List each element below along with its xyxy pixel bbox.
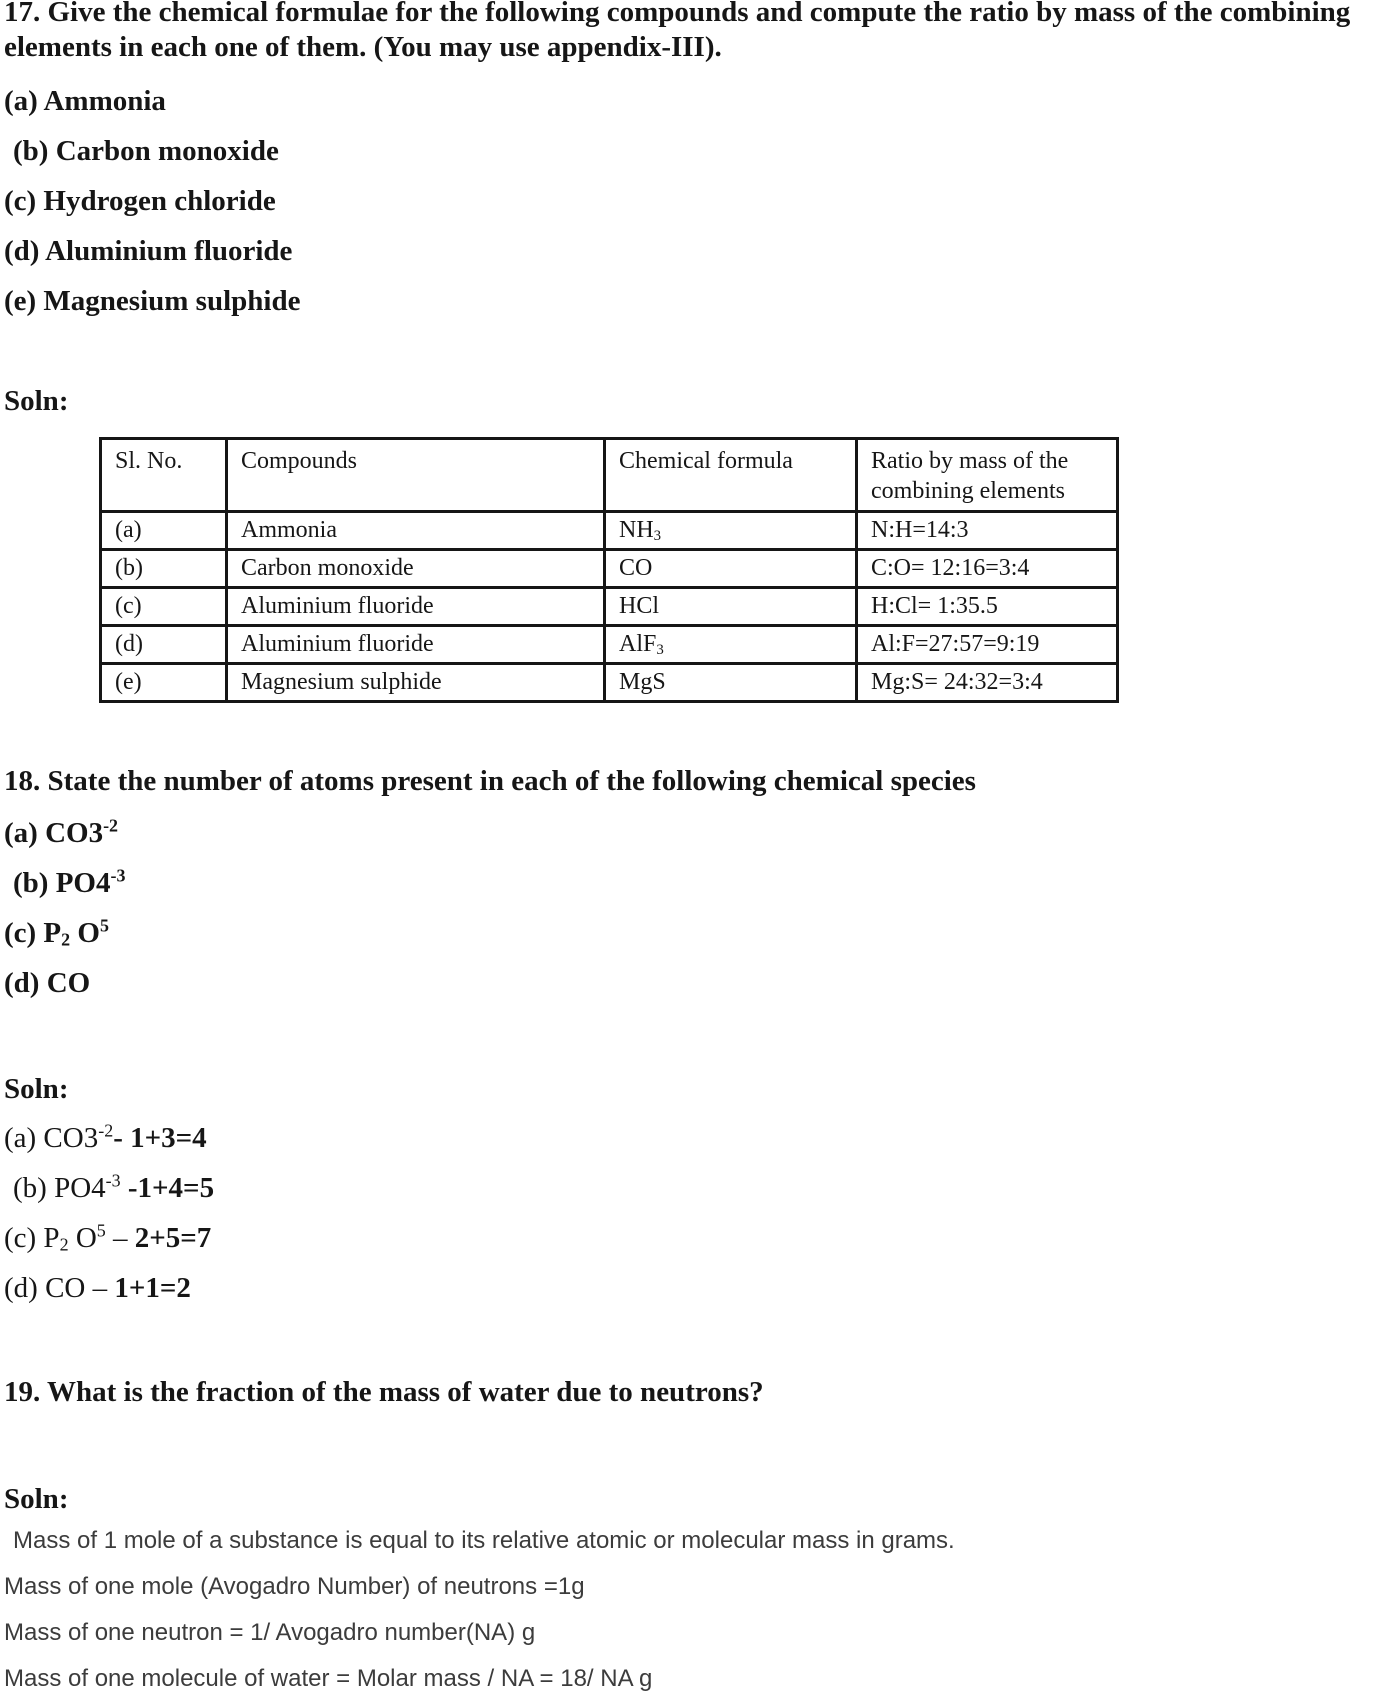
cell-compound: Ammonia [227,512,605,550]
separator-text [121,1172,128,1204]
q17-item-e: (e) Magnesium sulphide [4,285,301,317]
q19-soln-line-3: Mass of one neutron = 1/ Avogadro number(NA) g [4,1619,536,1646]
species-text: (a) CO3 [4,817,104,849]
cell-compound: Magnesium sulphide [227,664,605,702]
table-header-row [101,439,1118,512]
cell-sl-no: (b) [101,550,227,588]
cell-sl-no: (a) [101,512,227,550]
species-text: (a) CO3 [4,1122,99,1154]
cell-compound: Aluminium fluoride [227,588,605,626]
species-superscript: -3 [110,865,126,886]
header-ratio: Ratio by mass of the combining elements [857,439,1118,512]
q17-item-b: (b) Carbon monoxide [13,135,279,167]
formula-base: HCl [619,593,660,619]
formula-subscript: 3 [656,641,664,658]
species-subscript: 2 [59,1234,69,1255]
formula-base: AlF [619,631,657,657]
cell-sl-no: (c) [101,588,227,626]
species-superscript: -2 [98,1120,114,1141]
q18-item-c [4,908,125,958]
table-row [101,588,1118,626]
species-text: O [68,1222,97,1254]
species-text: (b) PO4 [13,1172,106,1204]
question-17-items [4,76,300,326]
cell-ratio: C:O= 12:16=3:4 [857,550,1118,588]
species-text: (b) PO4 [13,867,111,899]
soln-label-q17: Soln: [4,385,69,417]
question-18-solutions [4,1113,214,1313]
header-sl-no: Sl. No. [101,439,227,512]
species-text: (d) CO [4,967,91,999]
cell-sl-no: (d) [101,626,227,664]
cell-formula [605,550,857,588]
question-19-solution [4,1518,955,1700]
separator-text: – [85,1272,115,1304]
species-superscript: 5 [96,1220,106,1241]
table-row [101,626,1118,664]
q17-item-c: (c) Hydrogen chloride [4,185,276,217]
q19-soln-line-2: Mass of one mole (Avogadro Number) of neutrons =1g [4,1573,585,1600]
question-17-heading: 17. Give the chemical formulae for the following compounds and compute the ratio by mass of the combining elements in each one of them. (You may use appendix-III). [4,0,1351,63]
q18-item-d [4,958,125,1008]
q18-soln-b [4,1163,214,1213]
formula-base: MgS [619,669,666,695]
species-text: (d) CO [4,1272,86,1304]
question-19-heading: 19. What is the fraction of the mass of water due to neutrons? [4,1376,764,1408]
species-superscript: -2 [103,815,119,836]
formula-base: CO [619,555,653,581]
cell-formula [605,626,857,664]
q17-item-d: (d) Aluminium fluoride [4,235,293,267]
cell-ratio: H:Cl= 1:35.5 [857,588,1118,626]
soln-label-q18: Soln: [4,1073,69,1105]
cell-formula [605,664,857,702]
question-18-items [4,808,125,1008]
cell-ratio: Al:F=27:57=9:19 [857,626,1118,664]
q17-item-a: (a) Ammonia [4,85,166,117]
question-18-heading: 18. State the number of atoms present in each of the following chemical species [4,765,976,797]
cell-compound: Carbon monoxide [227,550,605,588]
atom-count-result: - 1+3=4 [113,1122,207,1154]
cell-ratio: N:H=14:3 [857,512,1118,550]
q19-soln-line-4: Mass of one molecule of water = Molar mass / NA = 18/ NA g [4,1665,653,1692]
q18-soln-a [4,1113,214,1163]
atom-count-result: 2+5=7 [134,1222,212,1254]
species-text: (c) P [4,917,62,949]
q19-soln-line-1: Mass of 1 mole of a substance is equal to its relative atomic or molecular mass in grams. [13,1527,955,1554]
q18-item-a [4,808,125,858]
formula-subscript: 3 [653,527,662,544]
q18-soln-d [4,1263,214,1313]
species-superscript: 5 [99,915,109,936]
soln-label-q19: Soln: [4,1483,69,1515]
header-compounds: Compounds [227,439,605,512]
cell-sl-no: (e) [101,664,227,702]
q18-soln-c [4,1213,214,1263]
table-row [101,664,1118,702]
species-text: (c) P [4,1222,60,1254]
table-row [101,550,1118,588]
table-row [101,512,1118,550]
q18-item-b [4,858,125,908]
header-chemical-formula: Chemical formula [605,439,857,512]
cell-formula [605,588,857,626]
species-text: O [70,917,100,949]
cell-compound: Aluminium fluoride [227,626,605,664]
cell-ratio: Mg:S= 24:32=3:4 [857,664,1118,702]
separator-text: – [105,1222,135,1254]
cell-formula [605,512,857,550]
atom-count-result: -1+4=5 [127,1172,215,1204]
solutions-table [99,437,1119,703]
species-superscript: -3 [105,1170,121,1191]
species-subscript: 2 [61,929,71,950]
atom-count-result: 1+1=2 [114,1272,191,1304]
formula-base: NH [619,517,654,543]
